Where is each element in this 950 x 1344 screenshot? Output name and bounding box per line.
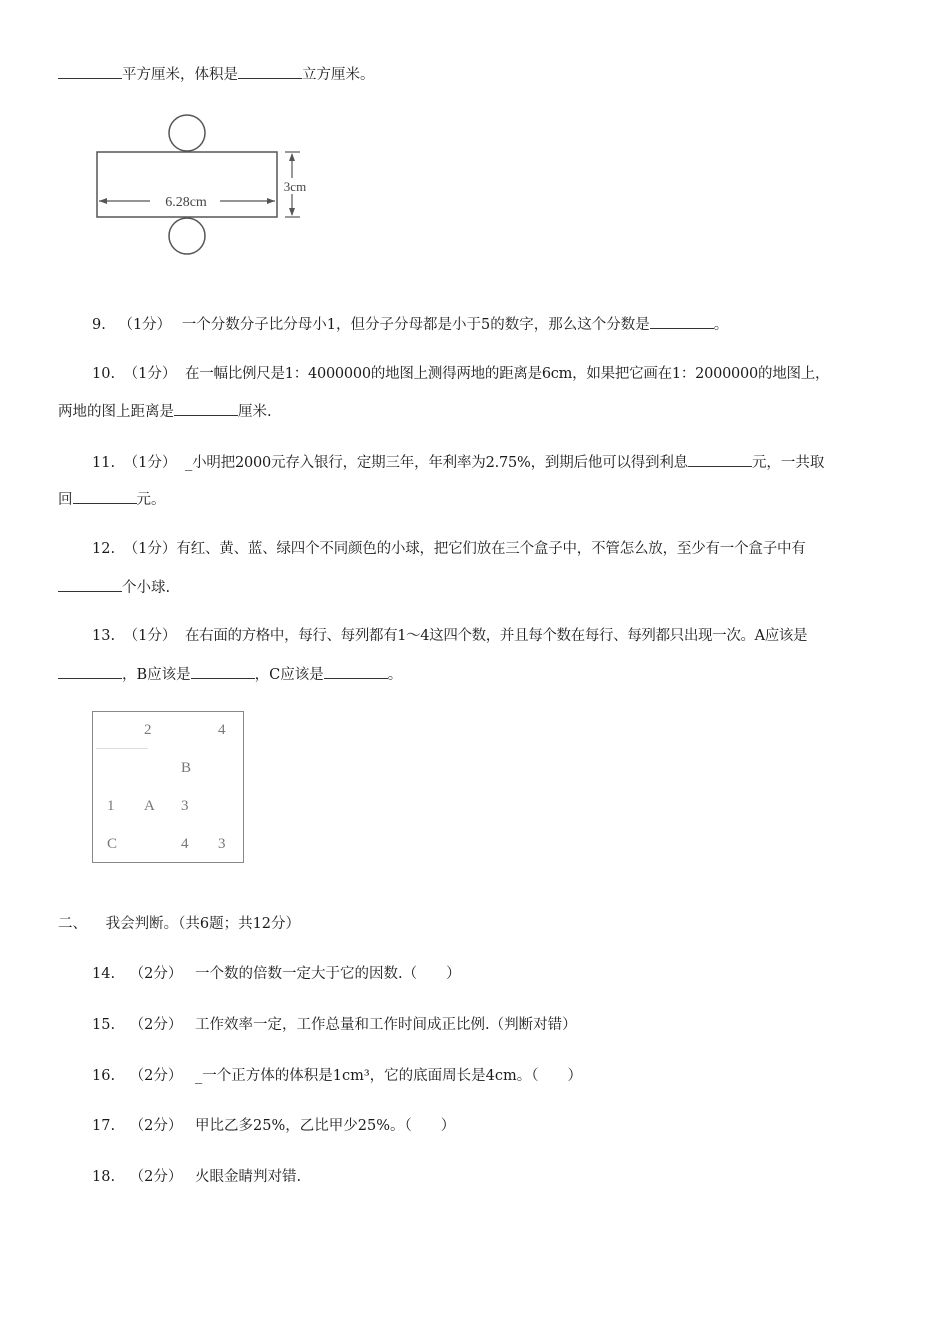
question-score: （2分）: [129, 966, 183, 982]
question-text: 元。: [136, 492, 166, 508]
question-number: 16.: [92, 1068, 116, 1084]
answer-blank[interactable]: [58, 64, 122, 79]
question-16: [92, 1067, 582, 1085]
question-11: [92, 452, 824, 472]
question-13: [92, 627, 807, 645]
question-text: 元，一共取: [751, 455, 825, 471]
question-score: （1分）: [118, 317, 172, 333]
question-number: 12.: [92, 541, 116, 557]
question-12-line2: [58, 577, 170, 597]
section-title: 我会判断。（共6题；共12分）: [105, 916, 301, 932]
question-score: （1分）: [123, 628, 177, 644]
question-text: _小明把2000元存入银行，定期三年，年利率为2.75%，到期后他可以得到利息: [185, 455, 688, 471]
question-text: 。: [387, 667, 403, 683]
width-label: 6.28cm: [165, 195, 207, 210]
question-text: ，B应该是: [122, 667, 191, 683]
question-9: [92, 314, 728, 334]
grid-cell: 2: [144, 722, 152, 738]
question-text: 在右面的方格中，每行、每列都有1～4这四个数，并且每个数在每行、每列都只出现一次。A应该是: [185, 628, 808, 644]
question-number: 11.: [92, 455, 116, 471]
question-10-line2: [58, 401, 272, 421]
question-text: 在一幅比例尺是1：4000000的地图上测得两地的距离是6cm，如果把它画在1：2000000的地图上，: [185, 366, 830, 382]
question-number: 10.: [92, 366, 116, 382]
question-text: 工作效率一定，工作总量和工作时间成正比例.（判断对错）: [195, 1017, 577, 1033]
question-14: [92, 965, 461, 983]
question-score: （2分）: [129, 1068, 183, 1084]
question-text: 一个分数分子比分母小1，但分子分母都是小于5的数字，那么这个分数是: [181, 317, 650, 333]
q8-text-a: 平方厘米，体积是: [122, 67, 238, 83]
question-text: 有红、黄、蓝、绿四个不同颜色的小球，把它们放在三个盒子中，不管怎么放，至少有一个盒子中有: [176, 541, 806, 557]
question-text: 两地的图上距离是: [58, 404, 174, 420]
question-text: _一个正方体的体积是1cm³，它的底面周长是4cm。（ ）: [195, 1068, 583, 1084]
answer-blank[interactable]: [238, 64, 302, 79]
answer-blank[interactable]: [688, 452, 752, 467]
grid-cell-b: B: [181, 760, 192, 776]
grid-cell-a: A: [144, 798, 155, 814]
question-score: （2分）: [129, 1118, 183, 1134]
question-18: [92, 1168, 301, 1186]
answer-blank[interactable]: [73, 489, 137, 504]
question-score: （1分）: [123, 455, 177, 471]
question-tail: 。: [713, 317, 729, 333]
question-text: ，C应该是: [254, 667, 324, 683]
grid-cell-c: C: [107, 836, 118, 852]
grid-cell: 3: [181, 798, 189, 814]
question-17: [92, 1117, 455, 1135]
grid-cell: 1: [107, 798, 115, 814]
bottom-circle: [169, 218, 205, 254]
grid-cell: 3: [218, 836, 226, 852]
question-score: （1分）: [123, 541, 177, 557]
section-heading: [58, 915, 300, 933]
top-circle: [169, 115, 205, 151]
number-grid-figure: [92, 711, 244, 863]
question-text: 厘米.: [238, 404, 272, 420]
question-text: 火眼金睛判对错.: [195, 1169, 302, 1185]
question-number: 13.: [92, 628, 116, 644]
section-number: 二、: [58, 916, 87, 932]
question-10: [92, 365, 829, 383]
question-number: 9.: [92, 317, 106, 333]
question-12: [92, 540, 806, 558]
cylinder-net-figure: [90, 112, 320, 257]
question-11-line2: [58, 489, 166, 509]
question-13-line2: [58, 664, 402, 684]
q8-text-b: 立方厘米。: [302, 67, 375, 83]
question-text: 个小球.: [122, 580, 171, 596]
answer-blank-a[interactable]: [58, 664, 122, 679]
q8-tail-line: [58, 64, 375, 84]
question-15: [92, 1016, 577, 1034]
question-number: 14.: [92, 966, 116, 982]
answer-blank[interactable]: [650, 314, 714, 329]
answer-blank[interactable]: [58, 577, 122, 592]
question-text: 甲比乙多25%，乙比甲少25%。（ ）: [195, 1118, 456, 1134]
question-number: 17.: [92, 1118, 116, 1134]
question-text: 一个数的倍数一定大于它的因数.（ ）: [195, 966, 461, 982]
answer-blank-b[interactable]: [191, 664, 255, 679]
grid-cell: 4: [181, 836, 189, 852]
question-text: 回: [58, 492, 73, 508]
question-number: 18.: [92, 1169, 116, 1185]
grid-cell: 4: [218, 722, 226, 738]
height-label: 3cm: [283, 179, 307, 194]
answer-blank-c[interactable]: [324, 664, 388, 679]
question-score: （1分）: [123, 366, 177, 382]
question-number: 15.: [92, 1017, 116, 1033]
answer-blank[interactable]: [174, 401, 238, 416]
question-score: （2分）: [129, 1169, 183, 1185]
question-score: （2分）: [129, 1017, 183, 1033]
